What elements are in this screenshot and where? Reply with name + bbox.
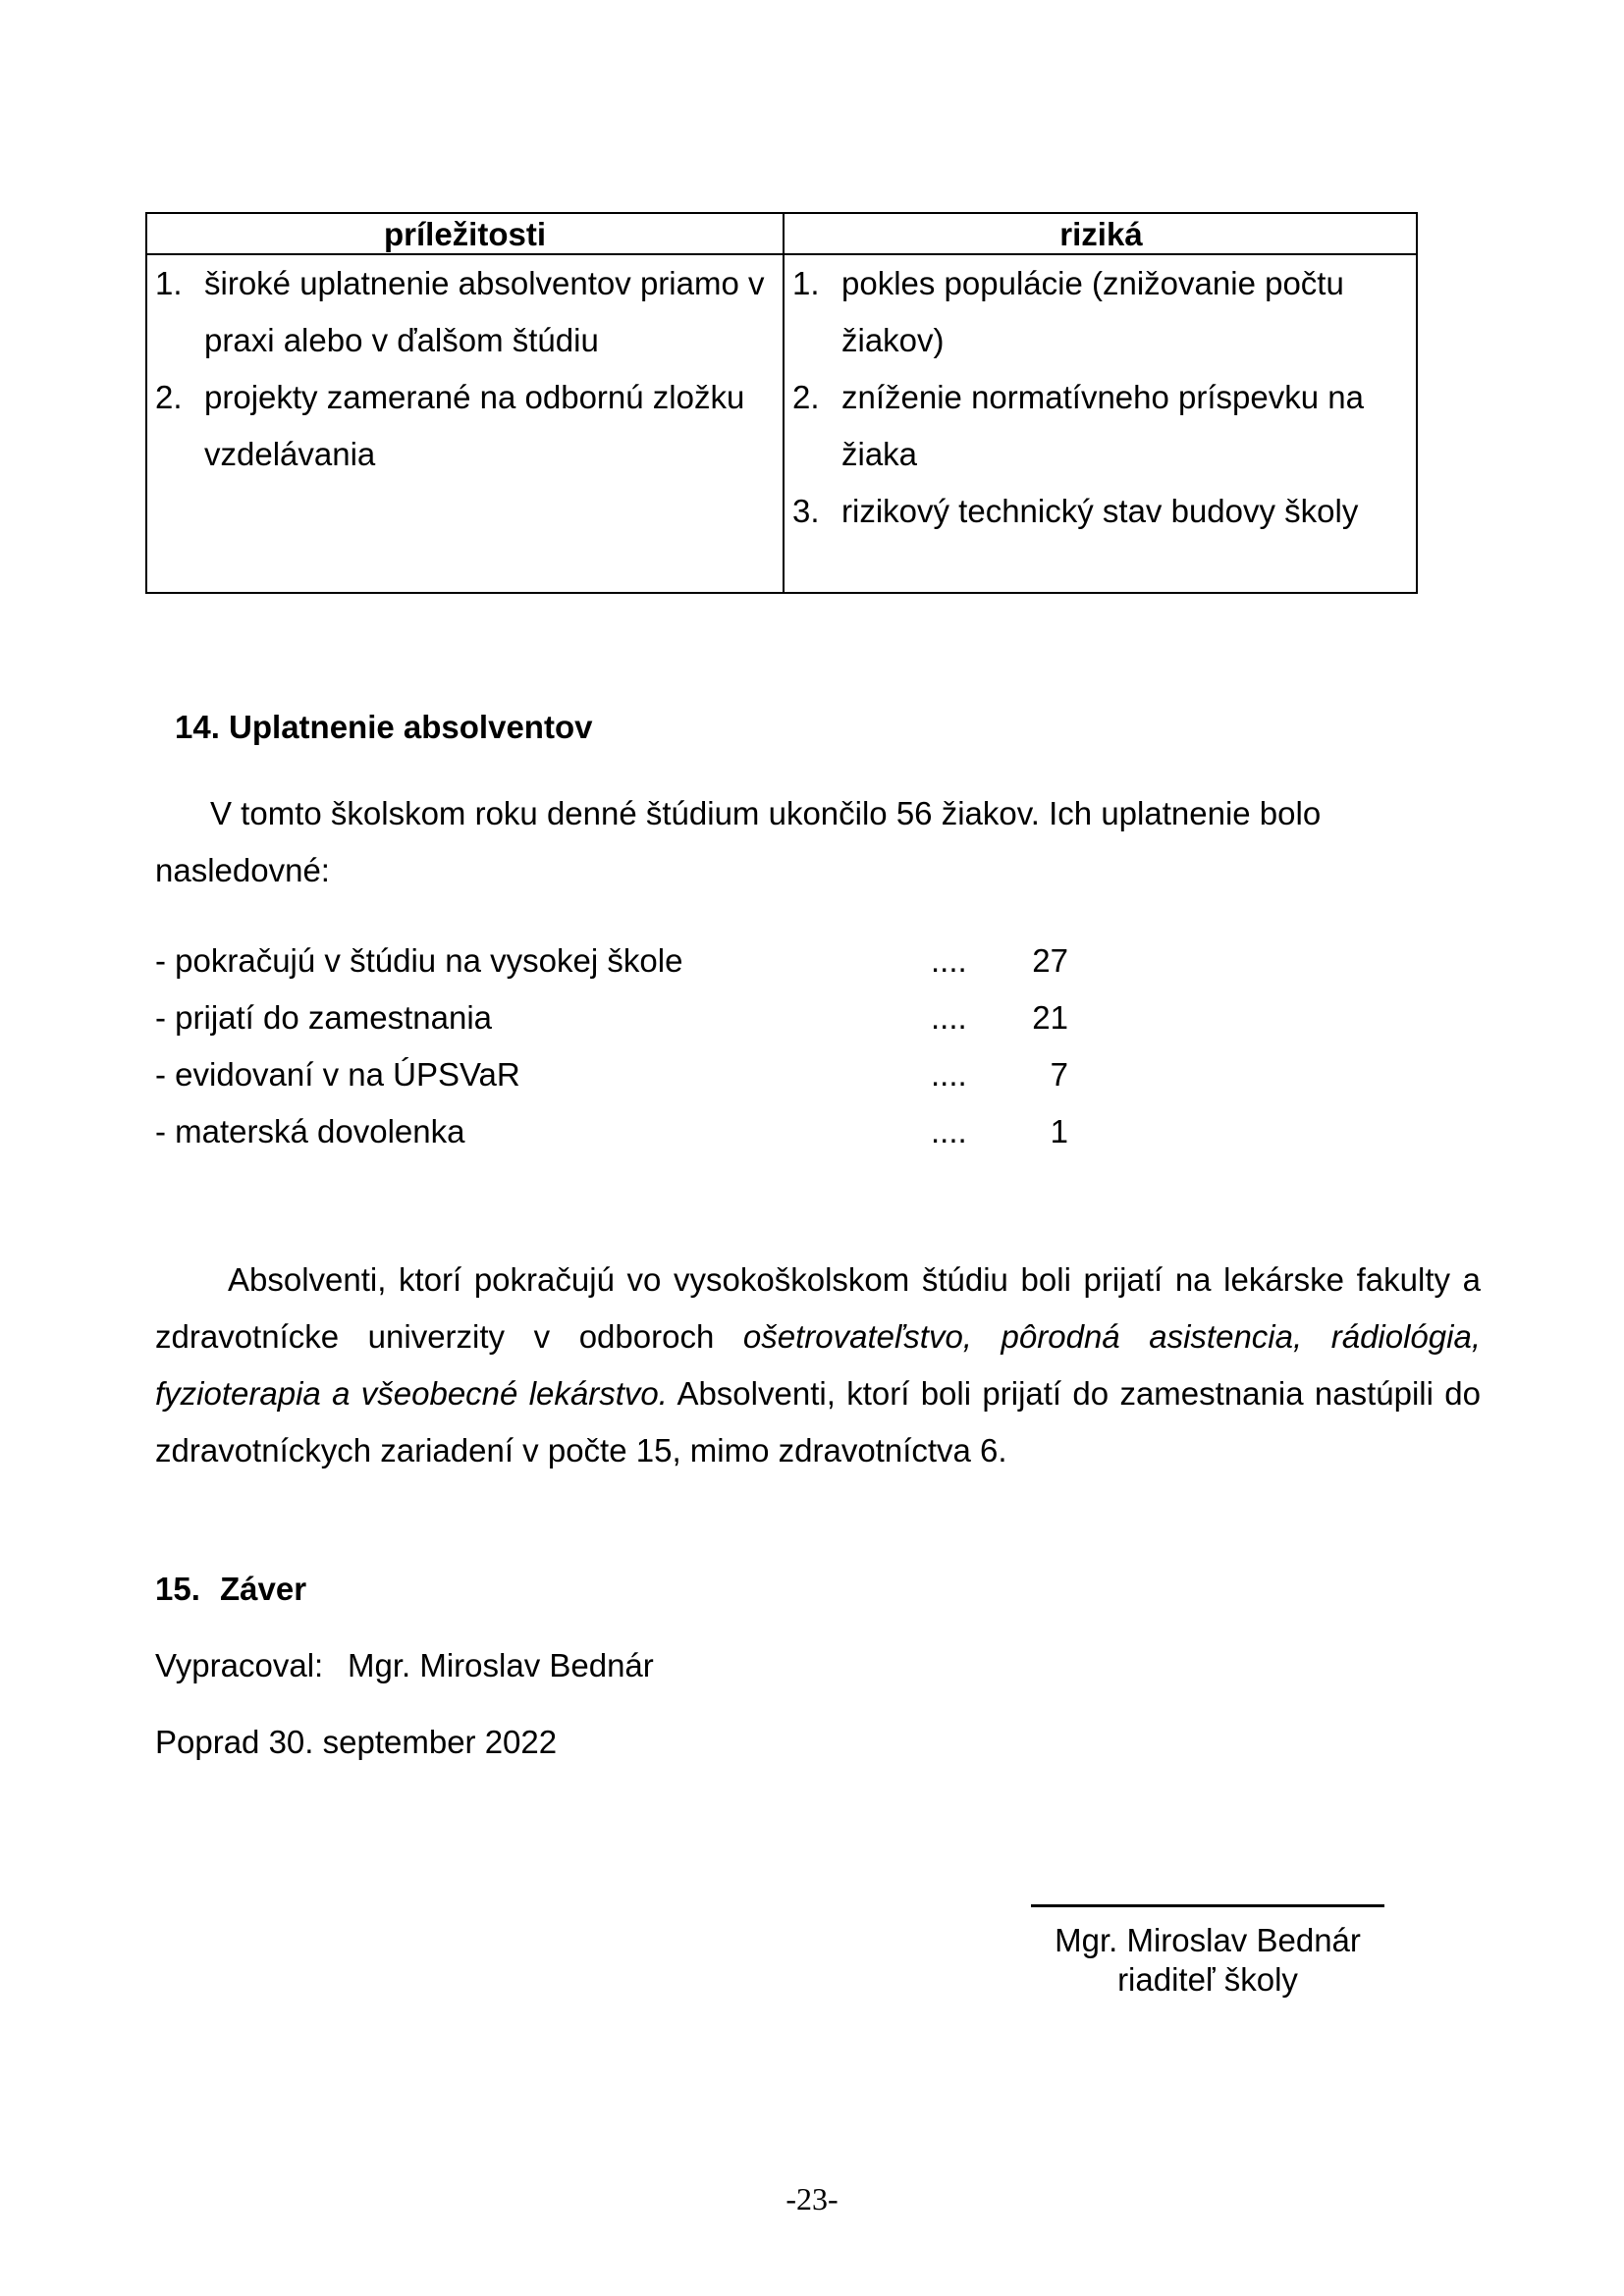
stat-value: 1	[1050, 1113, 1068, 1149]
item-text: rizikový technický stav budovy školy	[841, 493, 1359, 529]
item-text: zníženie normatívneho príspevku na žiaka	[841, 379, 1364, 472]
paragraph-italic: ošetrovateľstvo, pôrodná asistencia, rádiológia, fyzioterapia a všeobecné lekárstvo.	[155, 1318, 1481, 1412]
stat-label: - evidovaní v na ÚPSVaR	[155, 1056, 520, 1093]
page-number: -23-	[785, 2181, 839, 2216]
list-item	[792, 255, 1411, 369]
stat-dots: ....	[931, 1113, 967, 1149]
stat-label: - materská dovolenka	[155, 1113, 465, 1149]
stat-row	[155, 989, 1098, 1046]
item-number: 1.	[792, 265, 820, 301]
item-number: 2.	[155, 379, 183, 415]
table-column-divider	[783, 214, 785, 592]
stat-row	[155, 1103, 1098, 1160]
stat-value: 21	[1032, 999, 1068, 1036]
item-text: pokles populácie (znižovanie počtu žiakov)	[841, 265, 1344, 358]
intro-paragraph	[155, 785, 1481, 899]
section-title: Záver	[220, 1571, 307, 1607]
stat-dots: ....	[931, 1056, 967, 1093]
list-item	[792, 483, 1411, 540]
opportunities-list	[155, 255, 774, 483]
risks-header: riziká	[1059, 216, 1143, 252]
place-date: Poprad 30. september 2022	[155, 1724, 558, 1760]
stat-label: - prijatí do zamestnania	[155, 999, 493, 1036]
stat-label: - pokračujú v štúdiu na vysokej škole	[155, 942, 683, 979]
stat-value: 27	[1032, 942, 1068, 979]
paragraph-end: Absolventi, ktorí boli prijatí do zamestnania nastúpili do zdravotníckych zariadení v počte 15, mimo zdravotníctva 6.	[155, 1375, 1481, 1468]
section-14-heading: 14. Uplatnenie absolventov	[175, 709, 593, 745]
section-15-heading	[155, 1561, 306, 1618]
signature-block	[1031, 1904, 1384, 2000]
item-number: 2.	[792, 379, 820, 415]
stat-value: 7	[1050, 1056, 1068, 1093]
opportunities-header: príležitosti	[383, 216, 547, 252]
signature-name: Mgr. Miroslav Bednár	[1055, 1922, 1361, 1958]
list-item	[155, 369, 774, 483]
item-number: 1.	[155, 265, 183, 301]
swot-table	[145, 212, 1418, 594]
stat-row	[155, 1046, 1098, 1103]
prepared-label: Vypracoval:	[155, 1647, 324, 1683]
item-text: široké uplatnenie absolventov priamo v praxi alebo v ďalšom štúdiu	[204, 265, 765, 358]
intro-text: V tomto školskom roku denné štúdium ukončilo 56 žiakov. Ich uplatnenie bolo nasledovné:	[155, 795, 1322, 888]
graduates-paragraph	[155, 1252, 1481, 1479]
item-text: projekty zamerané na odbornú zložku vzdelávania	[204, 379, 745, 472]
graduates-stats	[155, 933, 1098, 1160]
signature-line	[1031, 1904, 1384, 1907]
signature-role: riaditeľ školy	[1117, 1961, 1298, 1998]
stat-dots: ....	[931, 999, 967, 1036]
item-number: 3.	[792, 493, 820, 529]
prepared-by	[155, 1637, 654, 1694]
list-item	[792, 369, 1411, 483]
risks-list	[792, 255, 1411, 540]
stat-row	[155, 933, 1098, 989]
list-item	[155, 255, 774, 369]
stat-dots: ....	[931, 942, 967, 979]
prepared-name: Mgr. Miroslav Bednár	[348, 1647, 654, 1683]
paragraph-start: Absolventi, ktorí pokračujú vo vysokoškolskom štúdiu boli prijatí na lekárske fakulty a zdravotnícke univerzity v odboroch	[155, 1261, 1481, 1355]
section-number: 15.	[155, 1571, 200, 1607]
